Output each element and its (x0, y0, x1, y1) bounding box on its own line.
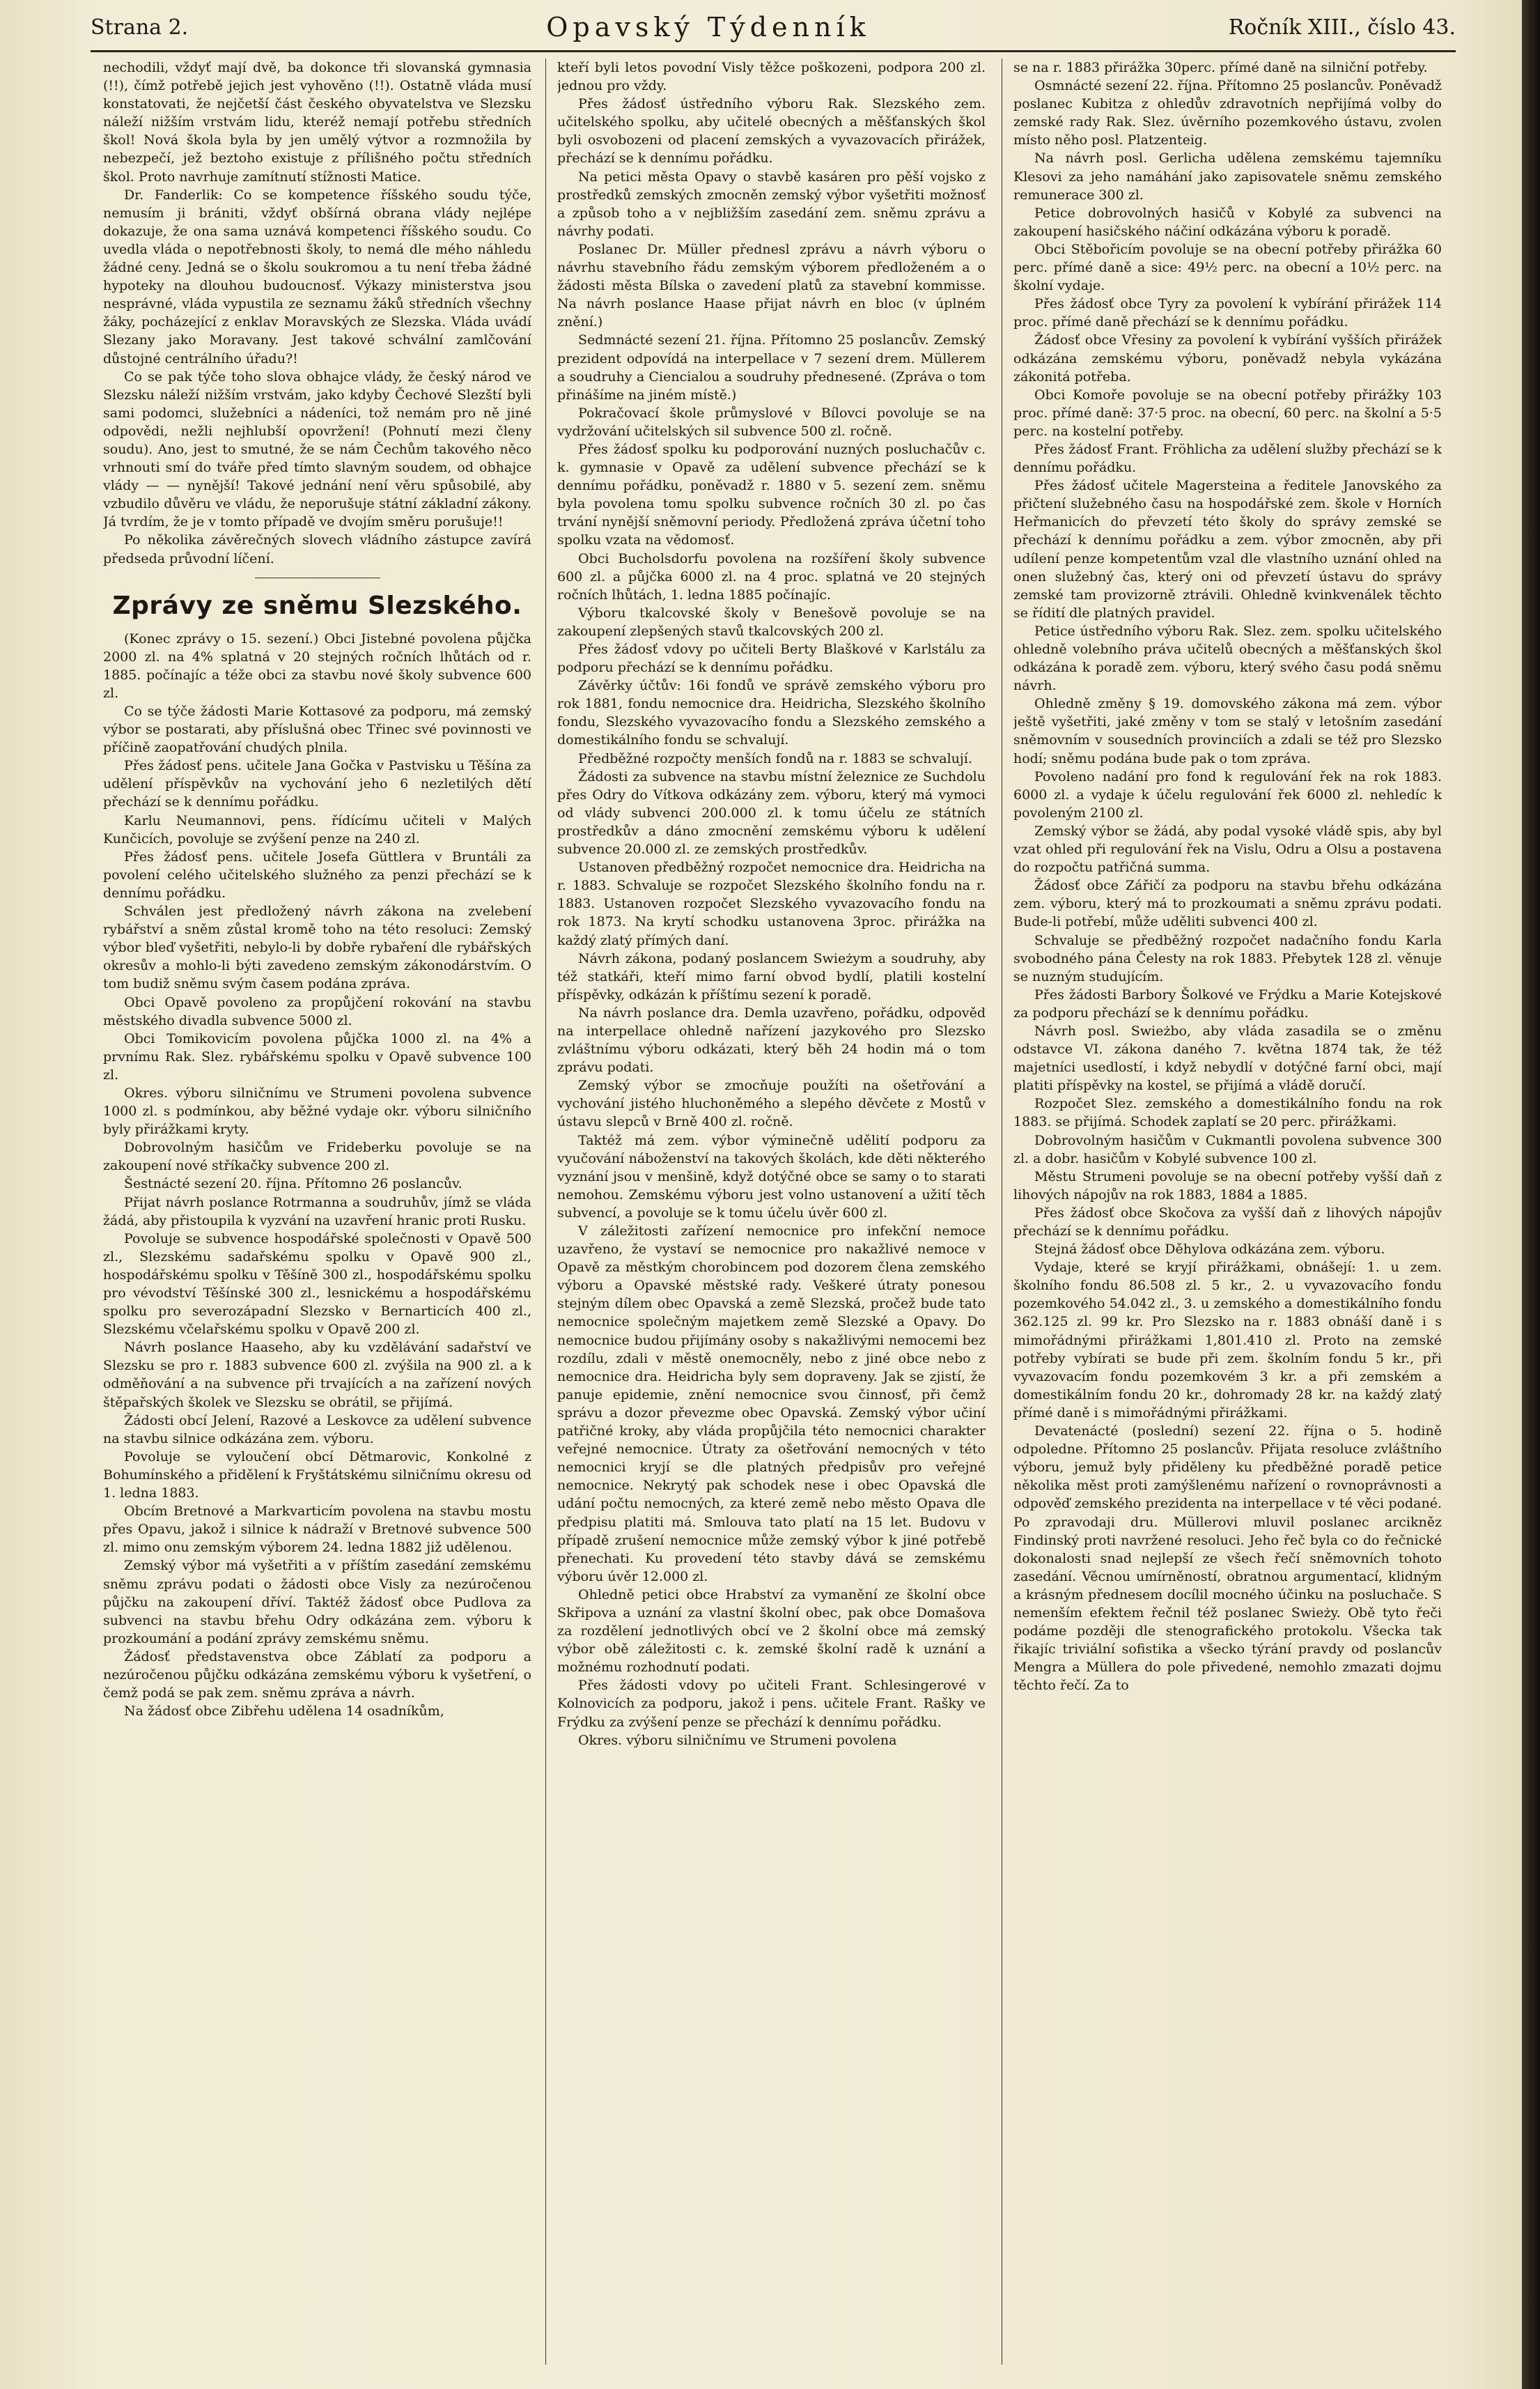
paragraph: Výboru tkalcovské školy v Benešově povoluje se na zakoupení zlepšených stavů tkalcovských 200 zl. (557, 605, 986, 639)
paragraph: nechodili, vždyť mají dvě, ba dokonce tři slovanská gymnasia (!!), čímž potřebě jejich jest vyhověno (!!). Ostatně vláda musí konstatovati, že nejčetší část českého obyvatelstva ve Slezsku náleží nižším vrstvám lidu, kteréž nemají potřebu středních škol! Nová škola byla by jen umělý výtvor a rozmnožila by nebezpečí, jež beztoho existuje z přílišného počtu středních škol. Proto navrhuje zamítnutí stížnosti Matice. (103, 60, 531, 185)
paragraph: Povoluje se vyloučení obcí Dětmarovic, Konkolné z Bohumínského a přidělení k Fryštátskému silničnímu okresu od 1. ledna 1883. (103, 1448, 531, 1501)
paragraph: Dobrovolným hasičům ve Frideberku povoluje se na zakoupení nové stříkačky subvence 200 zl. (103, 1140, 531, 1174)
paragraph: Přes žádosť ústředního výboru Rak. Slezského zem. učitelského spolku, aby učitelé obecných a měšťanských škol byli osvobozeni od placení zemských a vyvazovacích přirážek, přechází se k dennímu pořádku. (557, 96, 986, 167)
paragraph: Devatenácté (poslední) sezení 22. října o 5. hodině odpoledne. Přítomno 25 poslancův. Přijata resoluce zvláštního výboru, jemuž byly přiděleny ku předběžné poradě petice několika měst proti zamýšlenému nařízení o rovnoprávnosti a odpověď zemského prezidenta na interpellace v té věci podané. Po zpravodaji dru. Müllerovi mluvil poslanec arcikněz Findinský proti navržené resoluci. Jeho řeč byla co do řečnické dokonalosti snad nejlepší ze všech řečí sněmovních tohoto zasedání. Věcnou umírněností, obratnou argumentací, klidným a krásným přednesem docílil mocného účinku na posluchače. S nemenším efektem řečnil též poslanec Swieży. Obě tyto řeči podáme později dle stenografického protokolu. Všecka tak řikajíc triviální sofistika a všecko týrání pravdy od poslancův Mengra a Müllera do pole přivedené, nemohlo zmazati dojmu těchto řečí. Za to (1013, 1423, 1442, 1694)
paragraph: Pokračovací škole průmyslové v Bílovci povoluje se na vydržování učitelských sil subvence 500 zl. ročně. (557, 405, 986, 439)
paragraph: Obci Stěbořicím povoluje se na obecní potřeby přirážka 60 perc. přímé daně a sice: 49½ perc. na obecní a 10½ perc. na školní vydaje. (1013, 241, 1442, 294)
paragraph: (Konec zprávy o 15. sezení.) Obci Jistebné povolena půjčka 2000 zl. na 4% splatná v 20 stejných ročních lhůtách od r. 1885. počínajíc a téže obci za stavbu nové školy subvence 600 zl. (103, 631, 531, 701)
paragraph: Přes žádosť vdovy po učiteli Berty Blaškové v Karlstálu za podporu přechází se k dennímu pořádku. (557, 642, 986, 676)
paragraph: Zemský výbor se zmocňuje použíti na ošetřování a vychování jistého hluchoněmého a slepého děvčete z Mostů v ústavu slepců v Brně 400 zl. ročně. (557, 1078, 986, 1130)
paragraph: Na návrh poslance dra. Demla uzavřeno, pořádku, odpověď na interpellace ohledně nařízení jazykového pro Slezsko zvláštnímu výboru odkázati, který běh 24 hodin má o tom zprávu podati. (557, 1005, 986, 1076)
section-title: Zprávy ze sněmu Slezského. (112, 591, 522, 620)
paragraph: Stejná žádosť obce Děhylova odkázána zem. výboru. (1034, 1242, 1385, 1258)
paragraph: Žádosť obce Vřesiny za povolení k vybírání vyšších přirážek odkázána zemskému výboru, poněvadž nebyla vykázána zákonitá potřeba. (1013, 332, 1442, 385)
paragraph: Zemský výbor má vyšetřiti a v příštím zasedání zemskému sněmu zprávu podati o žádosti obce Visly za nezúročenou půjčku na zakoupení dříví. Taktéž žádosť obce Pudlova za subvenci na stavbu břehu Odry odkázána zem. výboru k prozkoumání a podání zprávy zemskému sněmu. (103, 1558, 531, 1646)
paragraph: Dobrovolným hasičům v Cukmantli povolena subvence 300 zl. a dobr. hasičům v Kobylé subvence 100 zl. (1013, 1132, 1442, 1166)
header-rule (91, 50, 1456, 52)
paragraph: Na návrh posl. Gerlicha udělena zemskému tajemníku Klesovi za jeho namáhání jako zapisovatele sněmu zemského remunerace 300 zl. (1013, 150, 1442, 203)
paragraph: Obci Opavě povoleno za propůjčení rokování na stavbu městského divadla subvence 5000 zl. (103, 994, 531, 1028)
paragraph: Předběžné rozpočty menších fondů na r. 1883 se schvalují. (578, 750, 972, 766)
paragraph: Na žádosť obce Zibřehu udělena 14 osadníkům, (124, 1703, 444, 1719)
volume-issue: Ročník XIII., číslo 43. (1228, 15, 1456, 40)
paragraph: Vydaje, které se kryjí přirážkami, obnášejí: 1. u zem. školního fondu 86.508 zl. 5 kr., 2. u vyvazovacího fondu pozemkového 54.042 zl., 3. u zemského a domestikálního fondu 362.125 zl. 99 kr. Pro Slezsko na r. 1883 obnáší daně i s mimořádnými přirážkami 1,801.410 zl. Proto na zemské potřeby vybírati se bude při zem. školním fondu 5 kr., při vyvazovacím fondu pozemkovém 3 kr. a při zemském a domestikálním fondu 20 kr., dohromady 28 kr. na každý zlatý přímé daně i s mimořádnými přirážkami. (1013, 1260, 1442, 1421)
paragraph: Osmnácté sezení 22. října. Přítomno 25 poslancův. Poněvadž poslanec Kubitza z ohledův zdravotních nepřijímá volby do zemské rady Rak. Slez. úvěrního pozemkového ústavu, zvolen místo něho posl. Platzenteig. (1013, 78, 1442, 148)
paragraph: Co se pak týče toho slova obhajce vlády, že český národ ve Slezsku náleží nižším vrstvám, jako kdyby Čechové Slezští byli sami podomci, služebníci a nádeníci, tož nemám pro ně jiné odpovědi, nežli nejhlubší opovržení! (Pohnutí mezi členy soudu). Ano, jest to smutné, že se nám Čechům takového něco vrhnouti smí do tváře před tímto slavným soudem, od obhajce vlády — — nynější! Takové jednání není věru spůsobilé, aby vzbudilo důvěru ve vládu, že neporušuje státní základní zákony. Já tvrdím, že je v tomto případě ve dvojím směru porušuje!! (103, 369, 531, 530)
paragraph: Karlu Neumannovi, pens. řídícímu učiteli v Malých Kunčicích, povoluje se zvýšení penze na 240 zl. (103, 812, 531, 846)
paragraph: Zemský výbor se žádá, aby podal vysoké vládě spis, aby byl vzat ohled při regulování řek na Vislu, Odru a Olsu a postavena do rozpočtu patřičná summa. (1013, 823, 1442, 876)
paragraph: Ohledně změny § 19. domovského zákona má zem. výbor ještě vyšetřiti, jaké změny v tom se stalý v letošním zasedání sněmovním v sousedních provinciích a zdali se též pro Slezsko hodí; sněmu podána bude pak o tom zpráva. (1013, 696, 1442, 766)
paragraph: Obci Tomikovicím povolena půjčka 1000 zl. na 4% a prvnímu Rak. Slez. rybářskému spolku v Opavě subvence 100 zl. (103, 1030, 531, 1083)
paragraph: Přes žádosť spolku ku podporování nuzných posluchačův c. k. gymnasie v Opavě za udělení subvence přechází se k dennímu pořádku, poněvadž r. 1880 v 5. sezení zem. sněmu byla povolena tomu spolku subvence ročních 30 zl. po čas trvání nynější sněmovní periody. Předložená zpráva účetní toho spolku vzata na vědomosť. (557, 441, 986, 548)
paragraph: Petice dobrovolných hasičů v Kobylé za subvenci na zakoupení hasičského náčiní odkázána výboru k poradě. (1013, 205, 1442, 239)
paragraph: Sedmnácté sezení 21. října. Přítomno 25 poslancův. Zemský prezident odpovídá na interpellace v 7 sezení drem. Müllerem a soudruhy a Ciencialou a soudruhy přednesené. (Zpráva o tom přinášíme na jiném místě.) (557, 332, 986, 403)
paragraph: Návrh poslance Haaseho, aby ku vzdělávání sadařství ve Slezsku se pro r. 1883 subvence 600 zl. zvýšila na 900 zl. a k odměňování a na subvence při trvajících a na zařízení nových štěpařských školek ve Slezsku se obrátil, se přijímá. (103, 1340, 531, 1410)
paragraph: Přes žádosti vdovy po učiteli Frant. Schlesingerové v Kolnovicích za podporu, jakož i pens. učitele Frant. Rašky ve Frýdku za zvýšení penze se přechází k dennímu pořádku. (557, 1678, 986, 1730)
paragraph: Přes žádosť Frant. Fröhlicha za udělení služby přechází se k dennímu pořádku. (1013, 441, 1442, 476)
page-number: Strana 2. (91, 15, 189, 40)
newspaper-title: Opavský Týdenník (546, 12, 871, 42)
paragraph: Žádosť představenstva obce Záblatí za podporu a nezúročenou půjčku odkázána zemskému výboru k vyšetření, o čemž podá se pak zem. sněmu zpráva a návrh. (103, 1648, 531, 1701)
paragraph: V záležitosti zařízení nemocnice pro infekční nemoce uzavřeno, že vystaví se nemocnice pro nakažlivé nemoce v Opavě za městkým chorobincem pod dozorem člena zemského výboru a Opavské městské rady. Veškeré útraty ponesou stejným dílem obec Opavská a země Slezská, pročež bude tato nemocnice společným majetkem země Slezské a Opavy. Do nemocnice budou přijímány osoby s nakažlivými nemocemi bez rozdílu, zdali v městě onemocněly, nebo z jiné obce nebo z nemocnice dra. Heidricha byly sem dopraveny. Jak se zjistí, že panuje epidemie, znění nemocnice svou činnosť, při čemž správu a dozor převezme obec Opavská. Zemský výbor učiní patřičné kroky, aby vláda propůjčila této nemocnici charakter veřejné nemocnice. Útraty za ošetřování nemocných v této nemocnici kryjí se dle platných předpisův pro veřejné nemocnice. Nekrytý pak schodek nese i obec Opavská dle udání počtu nemocných, za které země nebo město Opava dle předpisu platiti má. Smlouva tato platí na 15 let. Budovu v případě zrušení nemocnice může zemský výbor k jiné potřebě přenechati. Ku provedení této stavby dává se zemskému výboru úvěr 12.000 zl. (557, 1223, 986, 1584)
paragraph: Petice ústředního výboru Rak. Slez. zem. spolku učitelského ohledně volebního práva učitelů obecných a měšťanských škol odkázána k poradě zem. výboru, který svého času podá sněmu návrh. (1013, 623, 1442, 694)
paragraph: Přijat návrh poslance Rotrmanna a soudruhův, jímž se vláda žádá, aby přistoupila k vyzvání na uzavření hranic proti Rusku. (103, 1194, 531, 1228)
paragraph: Okres. výboru silničnímu ve Strumeni povolena (578, 1732, 897, 1748)
paragraph: kteří byli letos povodní Visly těžce poškozeni, podpora 200 zl. jednou pro vždy. (557, 60, 986, 94)
paragraph: Dr. Fanderlik: Co se kompetence říšského soudu týče, nemusím ji brániti, vždyť obšírná obrana vlády nejlépe dokazuje, že ona sama uznává kompetenci říšského soudu. Co uvedla vláda o nepotřebnosti školy, to nemá dle mého náhledu žádné ceny. Jedná se o školu soukromou a tu není třeba žádné hypoteky na dlouhou budoucnosť. Výkazy ministerstva jsou nesprávné, vláda vypustila ze seznamu žáků středních všechny žáky, pocházející z enklav Moravských ze Slezska. Vláda uvádí Slezany jako Moravany. Jest takové schvální zamlčování důstojné centrálního úřadu?! (103, 187, 531, 366)
paragraph: Šestnácté sezení 20. října. Přítomno 26 poslancův. (124, 1176, 462, 1192)
paragraph: Po několika závěrečných slovech vládního zástupce zavírá předseda průvodní líčení. (103, 532, 531, 566)
paragraph: Poslanec Dr. Müller přednesl zprávu a návrh výboru o návrhu stavebního řádu zemským výborem předloženém a o žádosti města Bílska o zavedení platů za stavební kommisse. Na návrh poslance Haase přijat návrh en bloc (v úplném znění.) (557, 241, 986, 330)
page-header (91, 10, 1456, 45)
column-3 (1013, 59, 1442, 2372)
column-divider (545, 59, 546, 2365)
paragraph: Schválen jest předložený návrh zákona na zvelebení rybářství a sněm zůstal kromě toho na této resoluci: Zemský výbor bleď vyšetřiti, nebylo-li by dobře rybaření dle rybářských okresův a mohlo-li býti zavedeno zemským zákonodárstvím. O tom budiž sněmu svým časem podána zpráva. (103, 904, 531, 992)
paragraph: Přes žádosť pens. učitele Josefa Güttlera v Bruntáli za povolení celého učitelského služného za penzi přechází se k dennímu pořádku. (103, 849, 531, 901)
paragraph: Obcím Bretnové a Markvarticím povolena na stavbu mostu přes Opavu, jakož i silnice k nádraží v Bretnové subvence 500 zl. mimo onu zemským výborem 24. ledna 1882 již udělenou. (103, 1503, 531, 1556)
paragraph: Obci Bucholsdorfu povolena na rozšíření školy subvence 600 zl. a půjčka 6000 zl. na 4 proc. splatná ve 20 stejných ročních lhůtách, 1. ledna 1885 počínajíc. (557, 550, 986, 603)
paragraph: Žádosti za subvence na stavbu místní železnice ze Suchdolu přes Odry do Vítkova odkázány zem. výboru, který má vymoci od vlády subvenci 200.000 zl. k tomu účelu ze státních prostředkův a dáno zmocnění zemskému výboru k udělení subvence 20.000 zl. ze zemských prostředkův. (557, 768, 986, 858)
paragraph: Přes žádosti Barbory Šolkové ve Frýdku a Marie Kotejskové za podporu přechází se k dennímu pořádku. (1013, 987, 1442, 1021)
paragraph: Ustanoven předběžný rozpočet nemocnice dra. Heidricha na r. 1883. Schvaluje se rozpočet Slezského školního fondu na r. 1883. Ustanoven rozpočet Slezského vyvazovacího fondu na rok 1873. Na krytí schodku ustanovena 3proc. přirážka na každý zlatý přímých daní. (557, 860, 986, 948)
paragraph: Povoleno nadání pro fond k regulování řek na rok 1883. 6000 zl. a vydaje k účelu regulování řek 6000 zl. nehledíc k povoleným 2100 zl. (1013, 768, 1442, 821)
paragraph: Okres. výboru silničnímu ve Strumeni povolena subvence 1000 zl. s podmínkou, aby běžné vydaje okr. výboru silničního byly přirážkami kryty. (103, 1085, 531, 1138)
paragraph: Ohledně petici obce Hrabství za vymanění ze školní obce Skřipova a uznání za vlastní školní obec, pak obce Domašova za rozdělení jednotlivých obcí ve 2 školní obce má zemský výbor obě záležitosti c. k. zemské školní radě k uznání a možnému rozhodnutí podati. (557, 1586, 986, 1676)
paragraph: Co se týče žádosti Marie Kottasové za podporu, má zemský výbor se postarati, aby příslušná obec Třinec své povinnosti ve příčině zaopatřování chudých plnila. (103, 704, 531, 756)
scan-edge (1522, 0, 1540, 2389)
paragraph: Taktéž má zem. výbor výminečně udělití podporu za vyučování náboženství na takových školách, kde děti některého vyznání jsou v menšině, když dotýčné obce se samy o to starati nemohou. Zemskému výboru jest volno ustanovení a užití těch subvencí, a povoluje se k tomu účelu úvěr 600 zl. (557, 1132, 986, 1221)
paragraph: Přes žádosť učitele Magersteina a ředitele Janovského za přičtení služebného času na hospodářské zem. škole v Horních Heřmanicích do převzetí této školy do správy zemské se přechází k dennímu pořádku a zem. výbor zmocněn, aby při udílení penze kompetentům vzal dle vlastního uznání ohled na onen služebný čas, který oni od převzetí ústavu do správy zemské tam provizorně ztrávili. Ohledně kvinkvenálek těchto se řídití dle platných pravidel. (1013, 478, 1442, 621)
paragraph: Přes žádosť pens. učitele Jana Gočka v Pastvisku u Těšína za udělení příspěvkův na vychování jeho 6 nezletilých dětí přechází se k dennímu pořádku. (103, 758, 531, 810)
paragraph: Rozpočet Slez. zemského a domestikálního fondu na rok 1883. se přijímá. Schodek zaplatí se 20 perc. přirážkami. (1013, 1096, 1442, 1130)
column-1 (103, 59, 531, 2372)
paragraph: Městu Strumeni povoluje se na obecní potřeby vyšší daň z lihových nápojův na rok 1883, 1884 a 1885. (1013, 1168, 1442, 1203)
paragraph: Obci Komoře povoluje se na obecní potřeby přirážky 103 proc. přímé daně: 37·5 proc. na obecní, 60 perc. na školní a 5·5 perc. na kostelní potřeby. (1013, 387, 1442, 439)
paragraph: Závěrky účtův: 16i fondů ve správě zemského výboru pro rok 1881, fondu nemocnice dra. Heidricha, Slezského školního fondu, Slezského vyvazovacího fondu a Slezského zemského a domestikálního fondu se schvalují. (557, 678, 986, 748)
paragraph: Žádosť obce Zářičí za podporu na stavbu břehu odkázána zem. výboru, který má to prozkoumati a sněmu zprávu podati. Bude-li potřebí, může uděliti subvenci 400 zl. (1013, 878, 1442, 930)
paragraph: Povoluje se subvence hospodářské společnosti v Opavě 500 zl., Slezskému sadařskému spolku v Opavě 900 zl., hospodářskému spolku v Těšíně 300 zl., hospodářskému spolku pro vévodství Těšínské 300 zl., lesnickému a hospodářskému spolku pro severozápadní Slezsko v Bernarticích 400 zl., Slezskému včelařskému spolku v Opavě 200 zl. (103, 1230, 531, 1338)
paragraph: Návrh zákona, podaný poslancem Swieżym a soudruhy, aby též statkáři, kteří mimo farní obvod bydlí, platili kostelní příspěvky, odkázán k příštímu sezení k poradě. (557, 950, 986, 1003)
paragraph: Přes žádosť obce Skočova za vyšší daň z lihových nápojův přechází se k dennímu pořádku. (1013, 1205, 1442, 1239)
paragraph: Na petici města Opavy o stavbě kasáren pro pěší vojsko z prostředků zemských zmocněn zemský výbor vyšetřiti možnosť a způsob toho a v nejbližším zasedání zem. sněmu zprávu a návrhy podati. (557, 169, 986, 239)
paragraph: Přes žádosť obce Tyry za povolení k vybírání přirážek 114 proc. přímé daně přechází se k dennímu pořádku. (1013, 296, 1442, 330)
column-2 (557, 59, 986, 2372)
paragraph: Návrh posl. Swieżbo, aby vláda zasadila se o změnu odstavce VI. zákona daného 7. května 1874 tak, že též majetníci usedlostí, i když nebydlí v dotýčné farní obci, mají platiti příspěvky na kostel, se přijímá a vládě doručí. (1013, 1023, 1442, 1094)
paragraph: se na r. 1883 přirážka 30perc. přímé daně na silniční potřeby. (1013, 60, 1428, 75)
paragraph: Žádosti obcí Jelení, Razové a Leskovce za udělení subvence na stavbu silnice odkázána zem. výboru. (103, 1412, 531, 1446)
paragraph: Schvaluje se předběžný rozpočet nadačního fondu Karla svobodného pána Čelesty na rok 1883. Přebytek 128 zl. věnuje se nuzným studujícím. (1013, 932, 1442, 984)
